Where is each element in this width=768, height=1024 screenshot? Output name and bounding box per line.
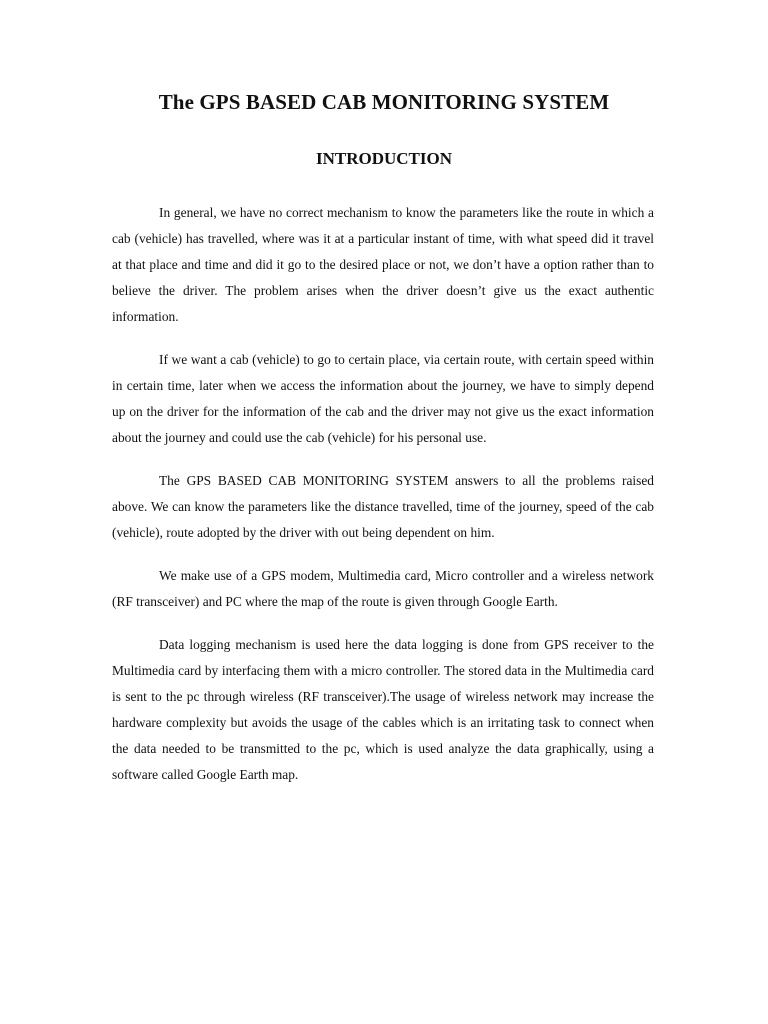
paragraph-3: The GPS BASED CAB MONITORING SYSTEM answers to all the problems raised above. We can know the parameters like the distance travelled, time of the journey, speed of the cab (vehicle), route adopted by the driver with out being dependent on him.	[112, 473, 654, 540]
section-heading: INTRODUCTION	[315, 149, 453, 168]
paragraph-5: Data logging mechanism is used here the data logging is done from GPS receiver to the Multimedia card by interfacing them with a micro controller. The stored data in the Multimedia card is sent to the pc through wireless (RF transceiver).The usage of wireless network may increase the hardware complexity but avoids the usage of the cables which is an irritating task to connect when the data needed to be transmitted to the pc, which is used analyze the data graphically, using a software called Google Earth map.	[112, 637, 654, 782]
paragraph-1: In general, we have no correct mechanism to know the parameters like the route in which a cab (vehicle) has travelled, where was it at a particular instant of time, with what speed did it travel at that place and time and did it go to the desired place or not, we don’t have a option rather than to believe the driver. The problem arises when the driver doesn’t give us the exact authentic information.	[112, 205, 654, 324]
paragraph-4: We make use of a GPS modem, Multimedia card, Micro controller and a wireless network (RF transceiver) and PC where the map of the route is given through Google Earth.	[112, 568, 654, 609]
document-body	[112, 200, 654, 805]
paragraph-2: If we want a cab (vehicle) to go to certain place, via certain route, with certain speed within in certain time, later when we access the information about the journey, we have to simply depend up on the driver for the information of the cab and the driver may not give us the exact information about the journey and could use the cab (vehicle) for his personal use.	[112, 352, 654, 445]
document-title: The GPS BASED CAB MONITORING SYSTEM	[158, 90, 610, 114]
